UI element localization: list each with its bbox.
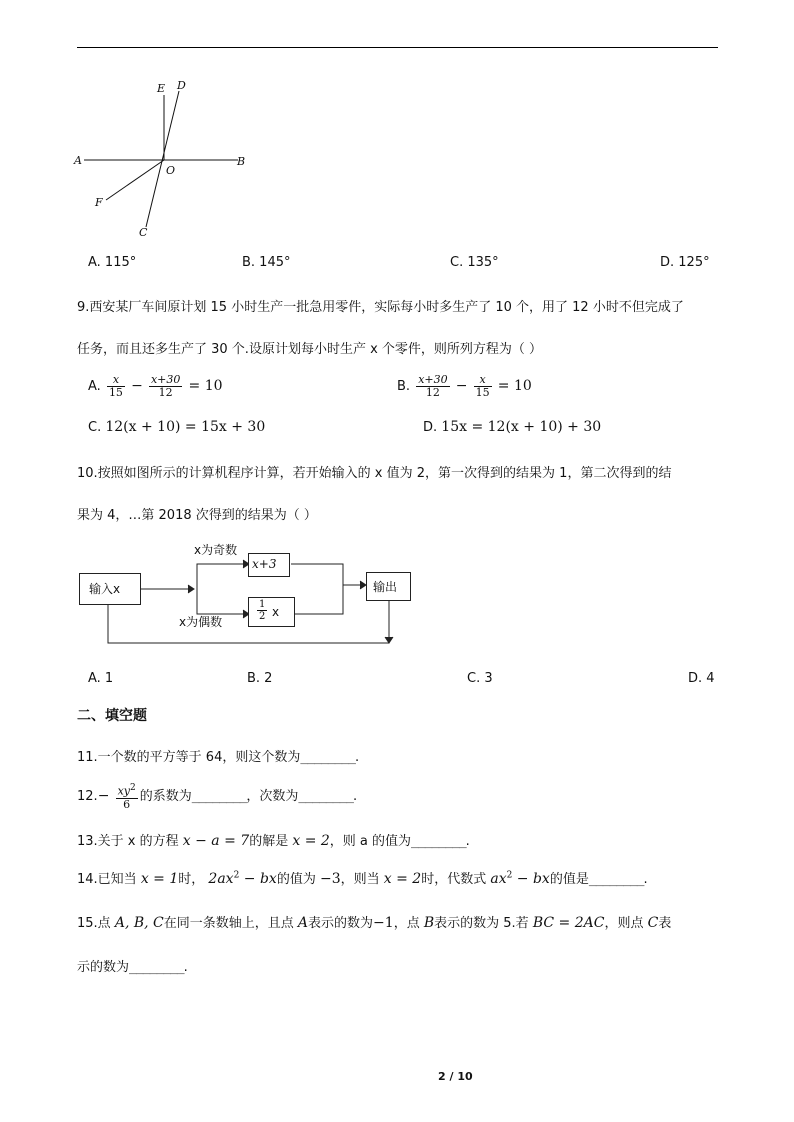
q14-mid4: 时，代数式: [421, 872, 487, 887]
label-d: D: [177, 79, 186, 92]
q9b-fraction-1: [416, 374, 449, 399]
q14-mid2: 的值为: [276, 872, 316, 887]
q14-expr2b: − bx: [512, 871, 550, 887]
q13-sol: x = 2: [292, 833, 330, 849]
q15-pt-b: B: [423, 915, 435, 931]
flow-output-box: [366, 572, 411, 601]
q14-end: .: [643, 872, 648, 887]
q12-end: .: [353, 788, 358, 804]
q8-option-c: C. 135°: [450, 255, 499, 270]
q10-option-b: B. 2: [247, 671, 273, 686]
label-a: A: [74, 154, 82, 167]
q9a-rhs: = 10: [188, 378, 223, 394]
q12-num-exp: 2: [129, 783, 136, 793]
q9-option-c-expr: 12(x + 10) = 15x + 30: [105, 419, 266, 435]
q14-prefix: 14.已知当: [77, 872, 137, 887]
q12-mid: 的系数为: [139, 788, 192, 804]
q11-end: .: [354, 750, 360, 765]
q9a-f2-den: 12: [158, 386, 173, 399]
q9-option-c: [88, 419, 265, 435]
q14-expr1: [208, 871, 276, 887]
q9-option-d-expr: 15x = 12(x + 10) + 30: [441, 419, 602, 435]
q12-blank2: ________: [298, 788, 353, 804]
q15-line1: [77, 912, 671, 931]
ray-of: [106, 160, 164, 200]
flow-output-label: 输出: [373, 580, 398, 594]
q9b-rhs: = 10: [497, 378, 532, 394]
q9b-op: −: [455, 378, 468, 394]
q9a-op: −: [131, 378, 143, 394]
q15-line2-text: 示的数为: [77, 960, 130, 975]
flow-input-box: [79, 573, 141, 605]
q9-option-d: [423, 419, 601, 435]
q13: [77, 830, 470, 849]
q9a-fraction-2: [149, 374, 182, 399]
label-e: E: [157, 82, 166, 95]
header-rule: [77, 47, 718, 48]
q9-option-b-label: B.: [397, 379, 411, 394]
flow-odd-op: x+3: [252, 557, 277, 571]
page-number: 2 / 10: [438, 1070, 473, 1083]
flow-input-label: 输入x: [89, 582, 121, 596]
q13-mid2: ，则 a 的值为: [329, 834, 412, 849]
q10-option-a: A. 1: [88, 671, 114, 686]
q15-mid5: ，则点: [604, 916, 644, 931]
q9-line1: 9.西安某厂车间原计划 15 小时生产一批急用零件，实际每小时多生产了 10 个，用了 12 小时不但完成了: [77, 300, 684, 315]
q10-line2: 果为 4，…第 2018 次得到的结果为（ ）: [77, 508, 317, 523]
q14-mid5: 的值是: [549, 872, 589, 887]
q15-pt-a: A: [297, 915, 309, 931]
q9b-fraction-2: [474, 374, 492, 399]
q15-prefix: 15.点: [77, 916, 111, 931]
q15-pts: A, B, C: [114, 915, 164, 931]
q14-blank: ________: [588, 872, 644, 887]
q11-blank: ________: [300, 750, 355, 765]
q15-cond: BC = 2AC: [532, 915, 605, 931]
q10-line1: 10.按照如图所示的计算机程序计算，若开始输入的 x 值为 2，第一次得到的结果为 1，第二次得到的结: [77, 466, 672, 481]
flow-even-fraction: [257, 599, 267, 622]
q15-val-a: −1: [373, 915, 394, 931]
q15-line2: [77, 956, 188, 975]
q9-option-d-label: D.: [423, 420, 438, 435]
q14-cond1: x = 1: [140, 871, 179, 887]
q15-mid6: 表: [658, 916, 672, 931]
flow-even-num: 1: [259, 599, 266, 610]
q14-expr1exp: 2: [233, 870, 240, 881]
angle-figure: [70, 75, 260, 240]
q12-den: 6: [123, 797, 131, 811]
q15-blank: ________: [129, 960, 184, 975]
label-c: C: [139, 226, 148, 239]
q9b-f1-den: 12: [425, 386, 440, 399]
flow-even-box: [248, 597, 295, 627]
q9b-f1-num: x+30: [418, 373, 448, 386]
flow-even-den: 2: [259, 611, 266, 622]
label-f: F: [95, 196, 103, 209]
q12-num: xy: [117, 784, 130, 798]
q14-mid3: ，则当: [340, 872, 380, 887]
q12-blank1: ________: [191, 788, 247, 804]
flow-even-var: x: [272, 605, 280, 619]
q9-option-c-label: C.: [88, 420, 102, 435]
q14-val: −3: [319, 871, 341, 887]
q9-option-a-label: A.: [88, 379, 101, 394]
q13-end: .: [465, 834, 470, 849]
q15-mid4: 表示的数为 5.若: [434, 916, 529, 931]
section-title-fill-blank: 二、填空题: [77, 708, 147, 724]
q14: [77, 868, 648, 887]
q8-option-a: A. 115°: [88, 255, 137, 270]
q15-end: .: [183, 960, 188, 975]
q10-option-d: D. 4: [688, 671, 715, 686]
q9-line2: 任务，而且还多生产了 30 个.设原计划每小时生产 x 个零件，则所列方程为（ ）: [77, 342, 543, 357]
line-dc: [146, 91, 179, 227]
label-b: B: [237, 155, 246, 168]
q11: [77, 746, 359, 765]
q14-expr1b: − bx: [239, 871, 277, 887]
q11-text: 11.一个数的平方等于 64，则这个数为: [77, 750, 301, 765]
q13-mid: 的解是: [249, 834, 289, 849]
q10-option-c: C. 3: [467, 671, 493, 686]
q9a-f2-num: x+30: [150, 373, 181, 386]
q14-expr2exp: 2: [506, 870, 513, 881]
flow-odd-box: [248, 553, 290, 577]
q14-expr1a: 2ax: [208, 871, 234, 887]
q9-option-b: [397, 374, 532, 399]
q12-mid2: ，次数为: [246, 788, 299, 804]
q13-eq: x − a = 7: [182, 833, 250, 849]
q15-mid1: 在同一条数轴上，且点: [163, 916, 294, 931]
q13-prefix: 13.关于 x 的方程: [77, 834, 179, 849]
q9b-f2-den: 15: [475, 386, 490, 399]
label-o: O: [166, 164, 176, 177]
q15-mid2: 表示的数为: [308, 916, 374, 931]
q12: [77, 782, 357, 811]
q14-mid1: 时，: [178, 872, 205, 887]
flow-even-label: x为偶数: [179, 615, 223, 629]
q12-fraction: [116, 782, 138, 811]
q15-mid3: ，点: [393, 916, 420, 931]
q13-blank: ________: [411, 834, 466, 849]
q9a-f1-num: x: [107, 374, 125, 387]
q14-cond2: x = 2: [383, 871, 422, 887]
q8-option-d: D. 125°: [660, 255, 710, 270]
q8-option-b: B. 145°: [242, 255, 291, 270]
q12-prefix: 12.: [77, 788, 98, 804]
q15-pt-c: C: [647, 915, 659, 931]
q9b-f2-num: x: [474, 374, 492, 387]
q9-option-a: [88, 374, 223, 399]
q14-expr2a: ax: [490, 871, 507, 887]
flow-odd-label: x为奇数: [194, 543, 238, 557]
q12-neg: −: [97, 787, 110, 804]
q9a-f1-den: 15: [108, 386, 123, 399]
q9a-fraction-1: [107, 374, 125, 399]
q14-expr2: [490, 871, 549, 887]
